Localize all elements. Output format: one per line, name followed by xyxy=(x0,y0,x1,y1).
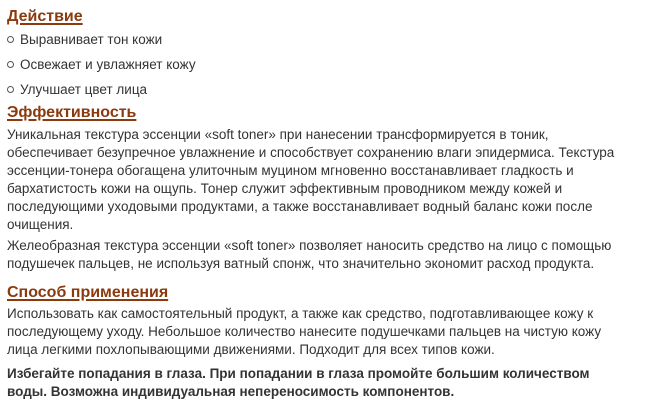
text-line: воды. Возможна индивидуальная непереносимость компонентов. xyxy=(7,384,455,399)
text-line: подушечек пальцев, не используя ватный спонж, что значительно экономит расход продукта. xyxy=(7,256,595,271)
bullet-circle-icon xyxy=(7,36,14,43)
bullet-circle-icon xyxy=(7,61,14,68)
list-item-label: Улучшает цвет лица xyxy=(20,82,148,97)
efficiency-paragraph-1 xyxy=(7,126,637,234)
text-line: Уникальная текстура эссенции «soft toner» при нанесении трансформируется в тоник, xyxy=(7,127,549,142)
section-title-usage: Способ применения xyxy=(7,284,169,301)
text-line: последующими уходовыми продуктами, а также восстанавливает водный баланс кожи после xyxy=(7,199,593,214)
text-line: бархатистость кожи на ощупь. Тонер служит эффективным проводником между кожей и xyxy=(7,181,563,196)
bullet-circle-icon xyxy=(7,86,14,93)
text-line: очищения. xyxy=(7,217,74,232)
text-line: Желеобразная текстура эссенции «soft toner» позволяет наносить средство на лицо с помощью xyxy=(7,238,612,253)
text-line: лица легкими похлопывающими движениями. Подходит для всех типов кожи. xyxy=(7,342,495,357)
action-list xyxy=(0,27,196,102)
text-line: эссенции-тонера обогащена улиточным муцином мгновенно восстанавливает гладкость и xyxy=(7,163,574,178)
warning-paragraph xyxy=(7,365,637,401)
text-line: обеспечивает безупречное увлажнение и способствует сохранению влаги эпидермиса. Текстура xyxy=(7,145,615,160)
list-item xyxy=(0,52,196,77)
list-item xyxy=(0,27,196,52)
text-line: Избегайте попадания в глаза. При попадании в глаза промойте большим количеством xyxy=(7,366,590,381)
text-line: Использовать как самостоятельный продукт, а также как средство, подготавливающее кожу к xyxy=(7,306,594,321)
usage-paragraph xyxy=(7,305,637,359)
efficiency-paragraph-2 xyxy=(7,237,637,273)
section-title-efficiency: Эффективность xyxy=(7,104,137,121)
list-item-label: Выравнивает тон кожи xyxy=(20,32,163,47)
section-title-action: Действие xyxy=(7,8,83,25)
text-line: последующему уходу. Небольшое количество нанесите подушечками пальцев на чистую кожу xyxy=(7,324,602,339)
list-item xyxy=(0,77,196,102)
list-item-label: Освежает и увлажняет кожу xyxy=(20,57,196,72)
